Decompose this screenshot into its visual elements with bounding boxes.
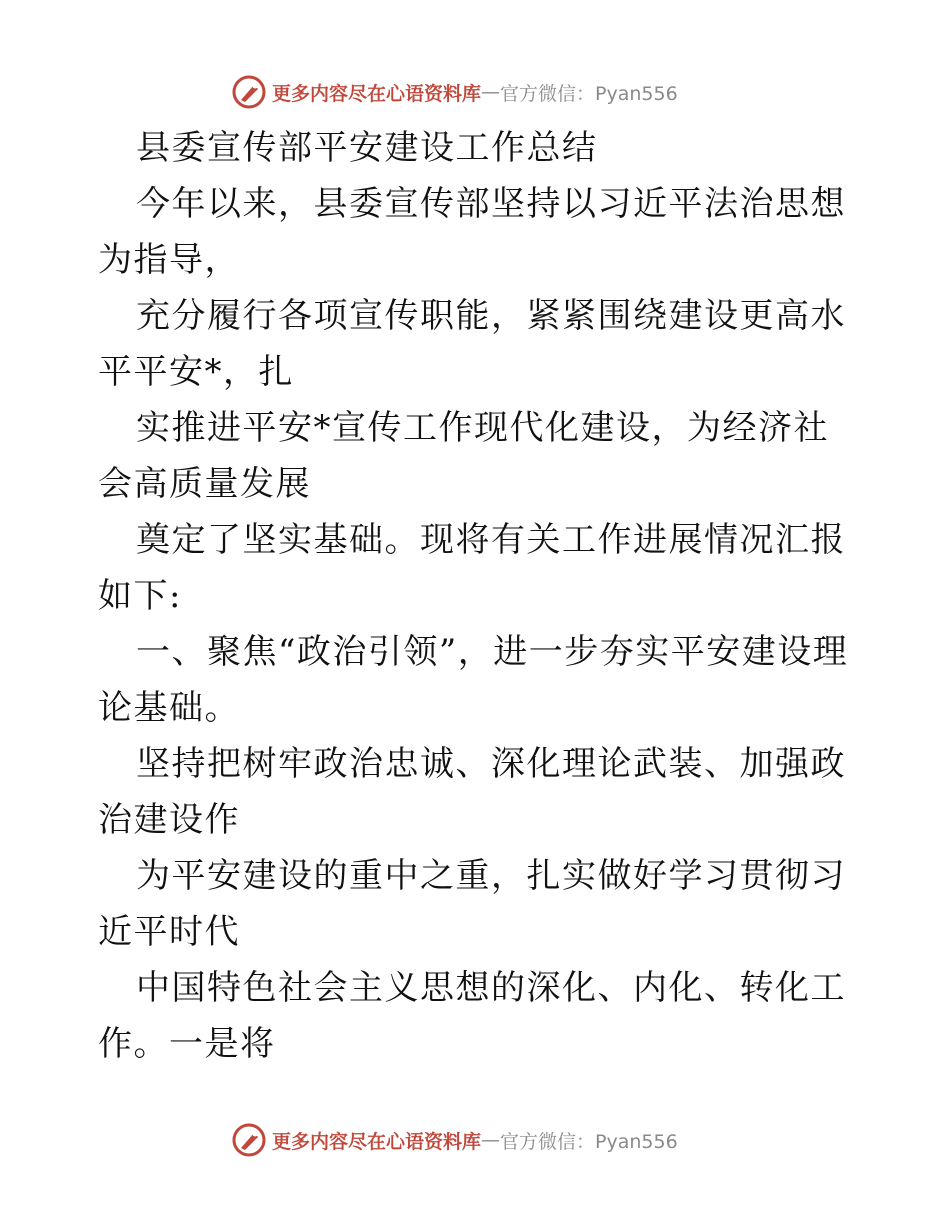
paragraph-7: 为平安建设的重中之重，扎实做好学习贯彻习近平时代 — [98, 856, 846, 952]
paragraph-8: 中国特色社会主义思想的深化、内化、转化工作。一是将 — [98, 968, 846, 1064]
watermark-contact-text: 官方微信：Pyan556 — [500, 82, 678, 105]
header-watermark — [232, 72, 678, 112]
paragraph-4: 奠定了坚实基础。现将有关工作进展情况汇报如下: — [98, 520, 846, 616]
paragraph-6: 坚持把树牢政治忠诚、深化理论武装、加强政治建设作 — [98, 744, 846, 840]
document-title: 县委宣传部平安建设工作总结 — [136, 128, 598, 168]
watermark-dash: — — [481, 81, 501, 103]
watermark-red-text: 更多内容尽在心语资料库 — [272, 1130, 482, 1153]
watermark-red-text: 更多内容尽在心语资料库 — [272, 82, 482, 105]
pen-logo-icon — [232, 1123, 266, 1157]
paragraph-3: 实推进平安*宣传工作现代化建设，为经济社会高质量发展 — [98, 408, 829, 504]
paragraph-1: 今年以来，县委宣传部坚持以习近平法治思想为指导， — [98, 184, 846, 280]
paragraph-5: 一、聚焦“政治引领”，进一步夯实平安建设理论基础。 — [98, 632, 849, 728]
watermark-contact-text: 官方微信：Pyan556 — [500, 1130, 678, 1153]
pen-logo-icon — [232, 75, 266, 109]
document-body — [98, 120, 858, 1072]
watermark-dash: — — [481, 1129, 501, 1151]
paragraph-2: 充分履行各项宣传职能，紧紧围绕建设更高水平平安*，扎 — [98, 296, 846, 392]
footer-watermark — [232, 1120, 678, 1160]
